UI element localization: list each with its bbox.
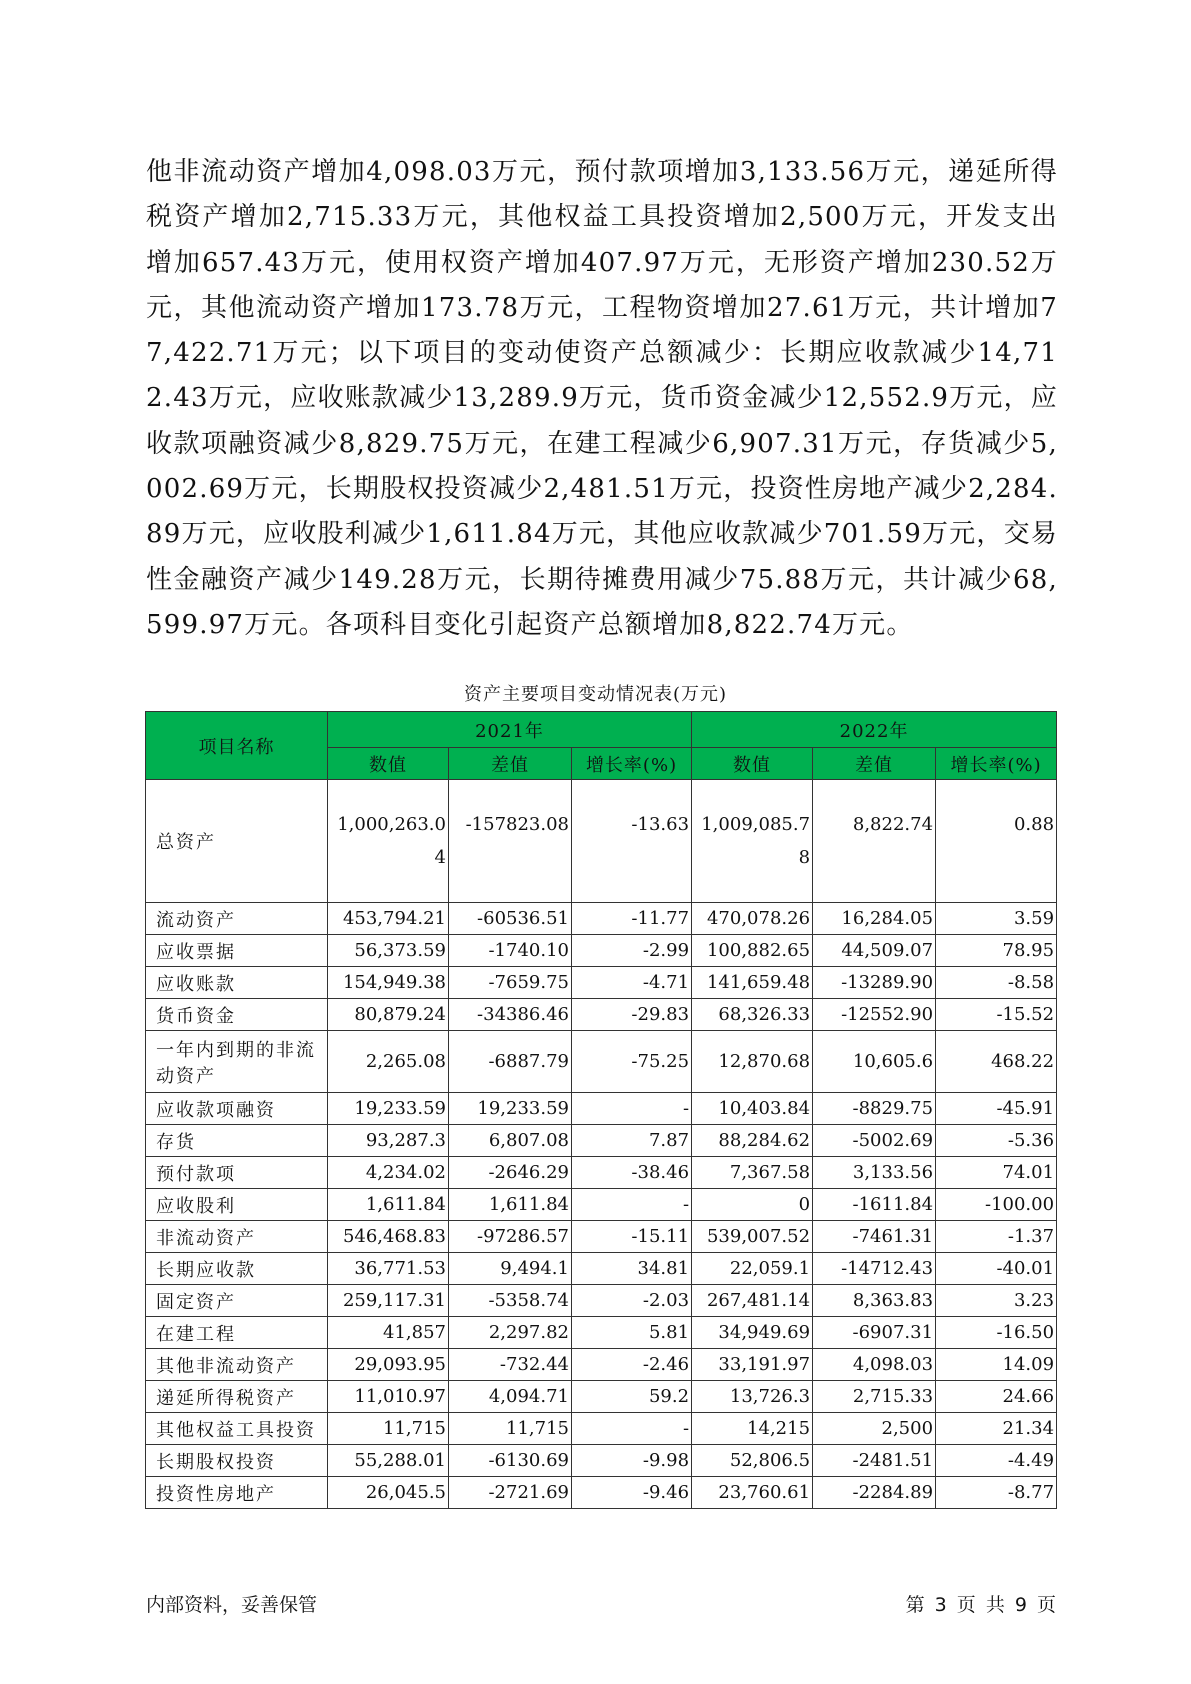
row-value: -732.44	[449, 1349, 572, 1381]
subheader-cell: 数值	[692, 748, 813, 780]
row-value: -2721.69	[449, 1477, 572, 1509]
row-value: 453,794.21	[328, 903, 449, 935]
row-value: 0.88	[936, 780, 1057, 903]
row-value: -2481.51	[813, 1445, 936, 1477]
row-value: -157823.08	[449, 780, 572, 903]
row-value: -100.00	[936, 1189, 1057, 1221]
row-value: 141,659.48	[692, 967, 813, 999]
row-value: 14,215	[692, 1413, 813, 1445]
row-value: 21.34	[936, 1413, 1057, 1445]
row-value: -6130.69	[449, 1445, 572, 1477]
table-row	[146, 1381, 1057, 1413]
row-value: 7.87	[572, 1125, 692, 1157]
table-row	[146, 999, 1057, 1031]
row-label: 非流动资产	[146, 1221, 328, 1253]
row-label: 在建工程	[146, 1317, 328, 1349]
row-value: 2,297.82	[449, 1317, 572, 1349]
row-label: 长期应收款	[146, 1253, 328, 1285]
subheader-cell: 差值	[813, 748, 936, 780]
row-value: -15.52	[936, 999, 1057, 1031]
row-label: 其他权益工具投资	[146, 1413, 328, 1445]
row-value: 539,007.52	[692, 1221, 813, 1253]
row-value: 59.2	[572, 1381, 692, 1413]
row-value: 11,715	[328, 1413, 449, 1445]
row-value: -6907.31	[813, 1317, 936, 1349]
row-value: -45.91	[936, 1093, 1057, 1125]
row-value: 44,509.07	[813, 935, 936, 967]
row-value: 1,611.84	[328, 1189, 449, 1221]
row-value: -9.98	[572, 1445, 692, 1477]
table-caption: 资产主要项目变动情况表(万元)	[463, 684, 728, 705]
row-value: -13289.90	[813, 967, 936, 999]
row-label: 总资产	[146, 780, 328, 903]
row-value: 259,117.31	[328, 1285, 449, 1317]
row-value: 74.01	[936, 1157, 1057, 1189]
header-year-2021: 2021年	[328, 712, 692, 748]
table-row	[146, 967, 1057, 999]
row-value: 9,494.1	[449, 1253, 572, 1285]
row-value: 2,715.33	[813, 1381, 936, 1413]
row-value: -11.77	[572, 903, 692, 935]
row-value: -8829.75	[813, 1093, 936, 1125]
row-value: 52,806.5	[692, 1445, 813, 1477]
table-row	[146, 935, 1057, 967]
table-row	[146, 780, 1057, 903]
table-row	[146, 1285, 1057, 1317]
subheader-cell: 数值	[328, 748, 449, 780]
row-value: 154,949.38	[328, 967, 449, 999]
row-value: -40.01	[936, 1253, 1057, 1285]
row-value: 10,403.84	[692, 1093, 813, 1125]
row-value: -5358.74	[449, 1285, 572, 1317]
table-row	[146, 1031, 1057, 1093]
table-row	[146, 1189, 1057, 1221]
row-value: -6887.79	[449, 1031, 572, 1093]
row-label: 长期股权投资	[146, 1445, 328, 1477]
row-value: 2,500	[813, 1413, 936, 1445]
row-value: 22,059.1	[692, 1253, 813, 1285]
row-label: 货币资金	[146, 999, 328, 1031]
table-row	[146, 1221, 1057, 1253]
body-paragraph: 他非流动资产增加4,098.03万元，预付款项增加3,133.56万元，递延所得税资产增加2,715.33万元，其他权益工具投资增加2,500万元，开发支出增加657.43万元，使用权资产增加407.97万元，无形资产增加230.52万元，其他流动资产增加173.78万元，工程物资增加27.61万元，共计增加77,422.71万元；以下项目的变动使资产总额减少：长期应收款减少14,712.43万元，应收账款减少13,289.9万元，货币资金减少12,552.9万元，应收款项融资减少8,829.75万元，在建工程减少6,907.31万元，存货减少5,002.69万元，长期股权投资减少2,481.51万元，投资性房地产减少2,284.89万元，应收股利减少1,611.84万元，其他应收款减少701.59万元，交易性金融资产减少149.28万元，长期待摊费用减少75.88万元，共计减少68,599.97万元。各项科目变化引起资产总额增加8,822.74万元。	[146, 157, 1058, 640]
row-value: 1,611.84	[449, 1189, 572, 1221]
row-value: 4,094.71	[449, 1381, 572, 1413]
row-value: -13.63	[572, 780, 692, 903]
row-value: 1,009,085.78	[692, 780, 813, 903]
row-label: 递延所得税资产	[146, 1381, 328, 1413]
row-value: -14712.43	[813, 1253, 936, 1285]
row-label: 预付款项	[146, 1157, 328, 1189]
row-value: -1.37	[936, 1221, 1057, 1253]
row-value: 26,045.5	[328, 1477, 449, 1509]
row-value: 0	[692, 1189, 813, 1221]
row-value: -97286.57	[449, 1221, 572, 1253]
row-value: 10,605.6	[813, 1031, 936, 1093]
row-label: 应收账款	[146, 967, 328, 999]
row-value: 36,771.53	[328, 1253, 449, 1285]
row-value: 55,288.01	[328, 1445, 449, 1477]
row-value: 3.59	[936, 903, 1057, 935]
row-value: 19,233.59	[328, 1093, 449, 1125]
row-value: -5002.69	[813, 1125, 936, 1157]
row-value: 5.81	[572, 1317, 692, 1349]
row-value: 2,265.08	[328, 1031, 449, 1093]
row-value: -2.99	[572, 935, 692, 967]
row-label: 应收票据	[146, 935, 328, 967]
row-label: 其他非流动资产	[146, 1349, 328, 1381]
footer-page-number: 第 3 页 共 9 页	[905, 1594, 1056, 1616]
row-value: -	[572, 1093, 692, 1125]
row-value: -2.03	[572, 1285, 692, 1317]
row-value: 3,133.56	[813, 1157, 936, 1189]
row-value: -15.11	[572, 1221, 692, 1253]
table-row	[146, 1093, 1057, 1125]
row-value: 34.81	[572, 1253, 692, 1285]
table-row	[146, 1157, 1057, 1189]
row-value: 34,949.69	[692, 1317, 813, 1349]
row-value: -29.83	[572, 999, 692, 1031]
row-label: 投资性房地产	[146, 1477, 328, 1509]
row-value: -2646.29	[449, 1157, 572, 1189]
row-value: -	[572, 1189, 692, 1221]
row-value: 12,870.68	[692, 1031, 813, 1093]
row-label: 流动资产	[146, 903, 328, 935]
row-value: 56,373.59	[328, 935, 449, 967]
row-value: -75.25	[572, 1031, 692, 1093]
row-value: 4,234.02	[328, 1157, 449, 1189]
row-value: 8,363.83	[813, 1285, 936, 1317]
row-value: 23,760.61	[692, 1477, 813, 1509]
row-value: -12552.90	[813, 999, 936, 1031]
row-label: 一年内到期的非流动资产	[146, 1031, 328, 1093]
row-value: 33,191.97	[692, 1349, 813, 1381]
row-value: -16.50	[936, 1317, 1057, 1349]
row-value: -1740.10	[449, 935, 572, 967]
asset-change-table	[145, 711, 1057, 1509]
row-value: -2284.89	[813, 1477, 936, 1509]
row-label: 应收股利	[146, 1189, 328, 1221]
row-value: 16,284.05	[813, 903, 936, 935]
table-row	[146, 903, 1057, 935]
header-year-2022: 2022年	[692, 712, 1057, 748]
row-value: 546,468.83	[328, 1221, 449, 1253]
row-value: 80,879.24	[328, 999, 449, 1031]
table-row	[146, 1317, 1057, 1349]
row-value: -	[572, 1413, 692, 1445]
row-value: 13,726.3	[692, 1381, 813, 1413]
row-value: 24.66	[936, 1381, 1057, 1413]
row-value: -8.77	[936, 1477, 1057, 1509]
row-value: -60536.51	[449, 903, 572, 935]
row-value: 29,093.95	[328, 1349, 449, 1381]
row-value: -9.46	[572, 1477, 692, 1509]
row-value: -4.71	[572, 967, 692, 999]
row-value: -5.36	[936, 1125, 1057, 1157]
footer-confidential-note: 内部资料，妥善保管	[146, 1594, 318, 1616]
table-row	[146, 1477, 1057, 1509]
row-label: 固定资产	[146, 1285, 328, 1317]
table-row	[146, 1253, 1057, 1285]
row-value: 1,000,263.04	[328, 780, 449, 903]
row-value: 41,857	[328, 1317, 449, 1349]
row-value: 11,010.97	[328, 1381, 449, 1413]
row-value: 11,715	[449, 1413, 572, 1445]
row-value: 4,098.03	[813, 1349, 936, 1381]
row-value: -8.58	[936, 967, 1057, 999]
subheader-cell: 增长率(%)	[572, 748, 692, 780]
row-value: 78.95	[936, 935, 1057, 967]
row-value: 19,233.59	[449, 1093, 572, 1125]
row-value: 6,807.08	[449, 1125, 572, 1157]
row-value: 7,367.58	[692, 1157, 813, 1189]
row-value: -34386.46	[449, 999, 572, 1031]
row-value: 14.09	[936, 1349, 1057, 1381]
row-value: 3.23	[936, 1285, 1057, 1317]
row-value: 68,326.33	[692, 999, 813, 1031]
header-item-name: 项目名称	[146, 712, 328, 780]
table-row	[146, 1445, 1057, 1477]
subheader-cell: 增长率(%)	[936, 748, 1057, 780]
table-row	[146, 1125, 1057, 1157]
row-value: -4.49	[936, 1445, 1057, 1477]
row-value: 100,882.65	[692, 935, 813, 967]
row-value: -7659.75	[449, 967, 572, 999]
table-row	[146, 1349, 1057, 1381]
row-value: 88,284.62	[692, 1125, 813, 1157]
row-value: 93,287.3	[328, 1125, 449, 1157]
row-value: -38.46	[572, 1157, 692, 1189]
row-value: 8,822.74	[813, 780, 936, 903]
row-value: 470,078.26	[692, 903, 813, 935]
row-value: -1611.84	[813, 1189, 936, 1221]
row-value: 468.22	[936, 1031, 1057, 1093]
table-row	[146, 1413, 1057, 1445]
subheader-cell: 差值	[449, 748, 572, 780]
row-value: -7461.31	[813, 1221, 936, 1253]
row-label: 存货	[146, 1125, 328, 1157]
row-label: 应收款项融资	[146, 1093, 328, 1125]
row-value: 267,481.14	[692, 1285, 813, 1317]
row-value: -2.46	[572, 1349, 692, 1381]
